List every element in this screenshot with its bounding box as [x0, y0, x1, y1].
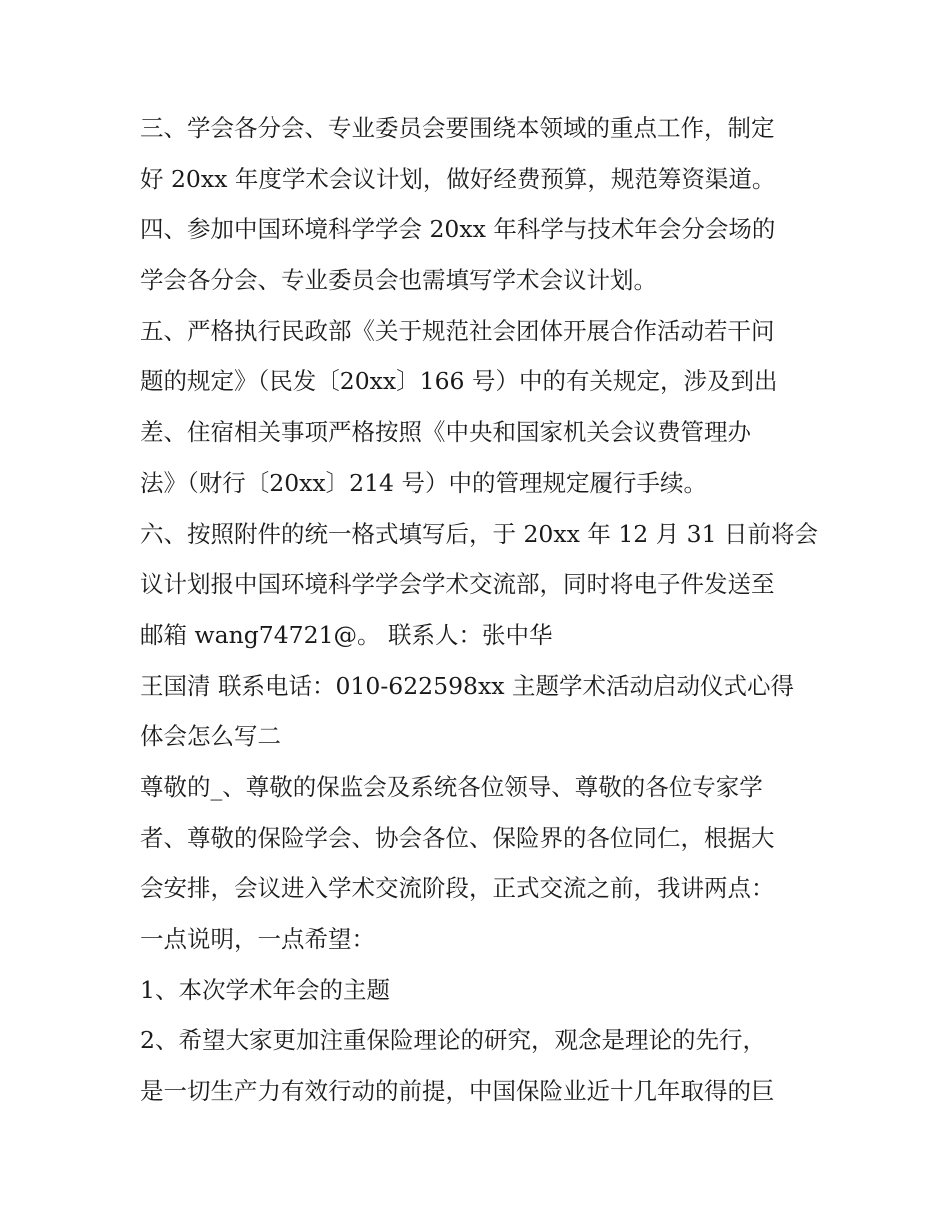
text-line: 2、希望大家更加注重保险理论的研究，观念是理论的先行， [140, 1026, 766, 1055]
text-line: 五、严格执行民政部《关于规范社会团体开展合作活动若干问 [140, 316, 775, 345]
text-line: 邮箱 wang74721@。 联系人：张中华 [140, 620, 553, 649]
text-line: 差、住宿相关事项严格按照《中央和国家机关会议费管理办 [140, 418, 751, 447]
document-body [140, 103, 840, 1117]
text-line: 王国清 联系电话：010-622598xx 主题学术活动启动仪式心得 [140, 671, 794, 700]
text-line: 法》（财行〔20xx〕214 号）中的管理规定履行手续。 [140, 468, 707, 497]
text-line: 六、按照附件的统一格式填写后，于 20xx 年 12 月 31 日前将会 [140, 519, 819, 548]
text-line: 是一切生产力有效行动的前提，中国保险业近十几年取得的巨 [140, 1077, 775, 1106]
text-line: 题的规定》（民发〔20xx〕166 号）中的有关规定，涉及到出 [140, 367, 778, 396]
text-line: 会安排，会议进入学术交流阶段，正式交流之前，我讲两点： [140, 874, 775, 903]
text-line: 尊敬的_、尊敬的保监会及系统各位领导、尊敬的各位专家学 [140, 772, 763, 801]
text-line: 四、参加中国环境科学学会 20xx 年科学与技术年会分会场的 [140, 215, 776, 244]
text-line: 一点说明，一点希望： [140, 925, 375, 953]
text-line: 1、本次学术年会的主题 [140, 975, 390, 1004]
text-line: 三、学会各分会、专业委员会要围绕本领域的重点工作，制定 [140, 114, 775, 142]
text-line: 体会怎么写二 [140, 722, 281, 751]
text-line: 议计划报中国环境科学学会学术交流部，同时将电子件发送至 [140, 570, 775, 599]
text-line: 学会各分会、专业委员会也需填写学术会议计划。 [140, 266, 657, 295]
text-line: 者、尊敬的保险学会、协会各位、保险界的各位同仁，根据大 [140, 823, 775, 852]
text-line: 好 20xx 年度学术会议计划，做好经费预算，规范筹资渠道。 [140, 164, 776, 193]
